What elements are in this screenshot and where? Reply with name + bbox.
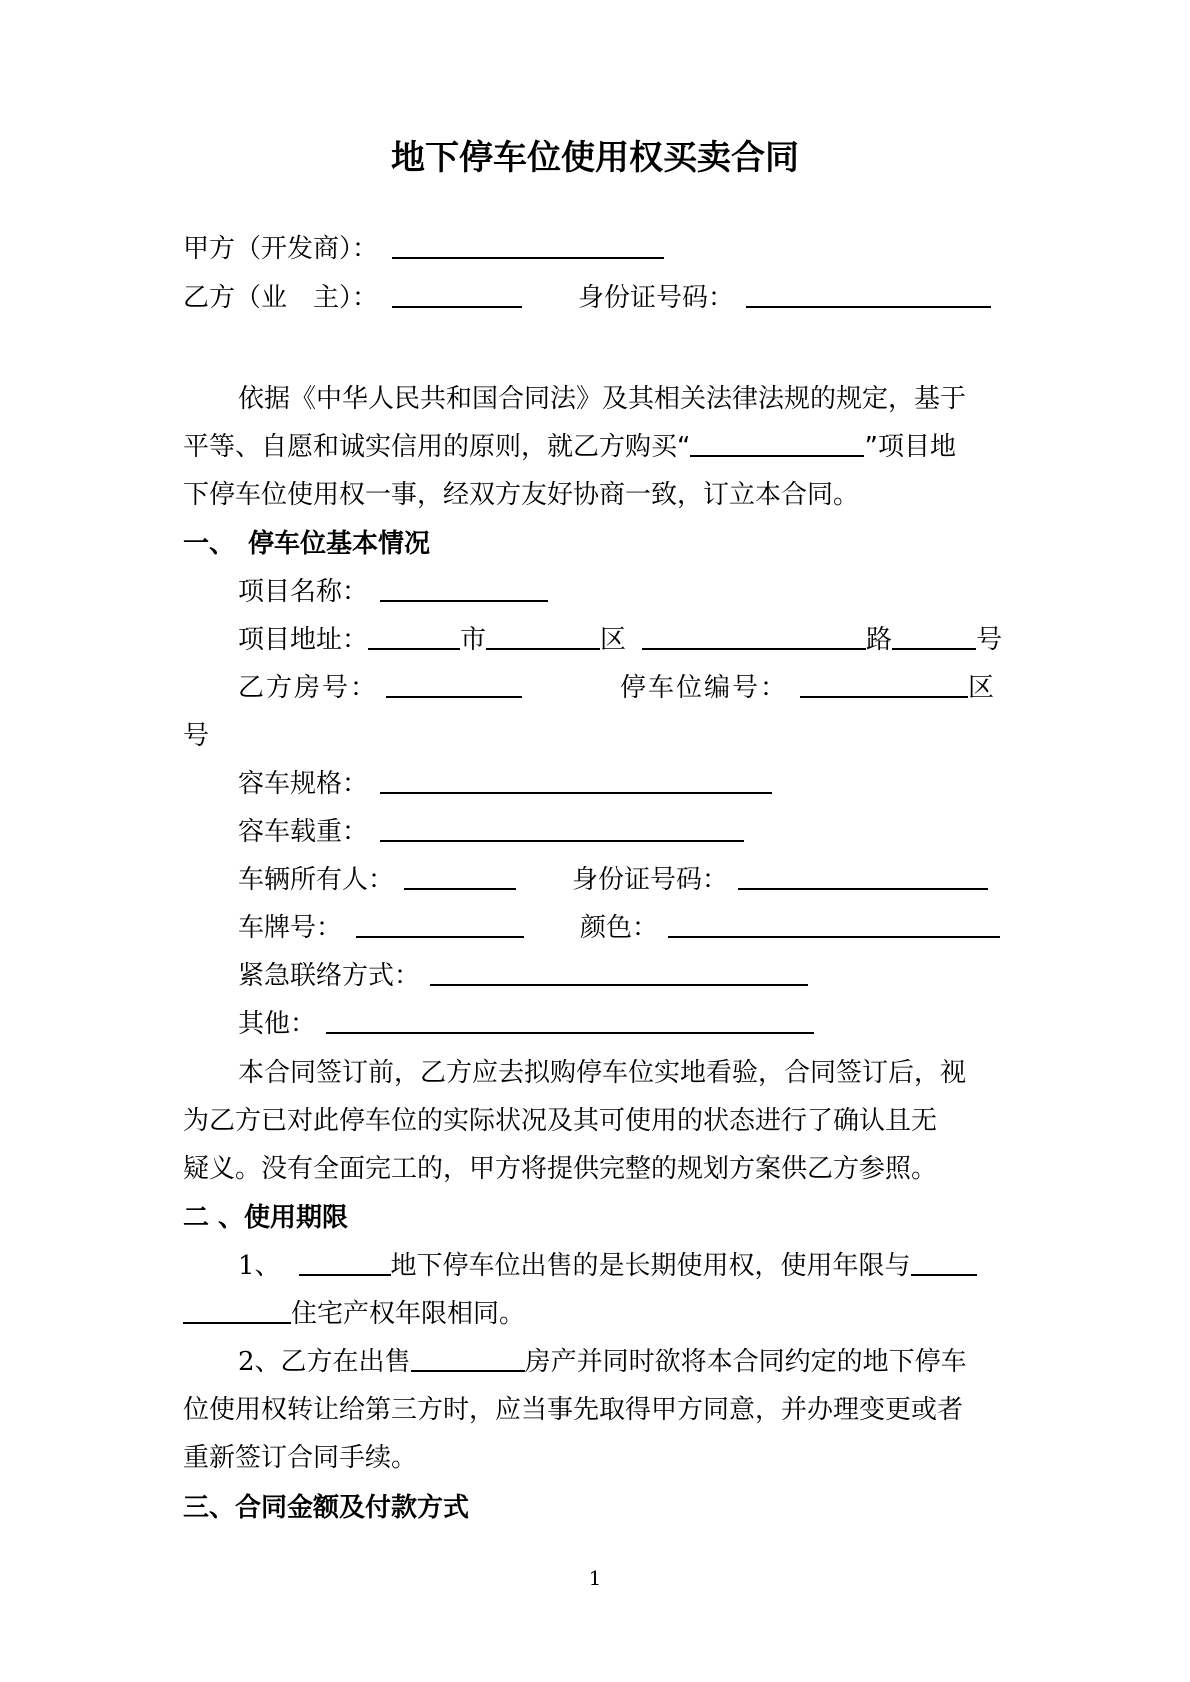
vehicle-load-blank[interactable]	[380, 816, 744, 842]
item-1-text: 地下停车位出售的是长期使用权，使用年限与	[390, 1251, 911, 1281]
address-city-blank[interactable]	[368, 624, 460, 650]
item-2-blank[interactable]	[411, 1346, 525, 1372]
project-address-row	[238, 623, 1002, 657]
address-district-unit: 区	[600, 625, 627, 655]
project-name-label: 项目名称：	[238, 577, 369, 607]
vehicle-owner-blank[interactable]	[404, 864, 516, 890]
vehicle-size-blank[interactable]	[380, 768, 772, 794]
party-a-label: 甲方（开发商）：	[183, 234, 379, 264]
parking-number-blank[interactable]	[800, 672, 968, 698]
item-1-line-2-text: 住宅产权年限相同。	[291, 1299, 526, 1329]
intro-line-1: 依据《中华人民共和国合同法》及其相关法律法规的规定，基于	[238, 384, 967, 414]
item-1-line-2-blank[interactable]	[183, 1298, 291, 1324]
parking-number-wrap: 号	[183, 721, 210, 751]
vehicle-load-label: 容车载重：	[238, 817, 369, 847]
section-2-item-1-line-2	[183, 1297, 525, 1331]
address-road-unit: 路	[866, 625, 893, 655]
parking-zone-unit: 区	[968, 673, 997, 703]
section-2-item-2	[238, 1345, 967, 1379]
plate-blank[interactable]	[356, 912, 524, 938]
section-3-heading: 三、合同金额及付款方式	[183, 1493, 470, 1523]
parking-number-label: 停车位编号：	[620, 673, 789, 703]
item-1-tail-blank[interactable]	[911, 1250, 977, 1276]
section-1-para-line-2: 为乙方已对此停车位的实际状况及其可使用的状态进行了确认且无	[183, 1106, 938, 1136]
other-blank[interactable]	[326, 1008, 814, 1034]
section-2-item-2-line-2: 位使用权转让给第三方时，应当事先取得甲方同意，并办理变更或者	[183, 1395, 964, 1425]
room-parking-row	[238, 671, 996, 705]
owner-id-label: 身份证号码：	[572, 865, 729, 895]
address-road-blank[interactable]	[642, 624, 866, 650]
party-b-blank[interactable]	[392, 282, 522, 308]
project-name-field[interactable]	[380, 576, 548, 602]
color-label: 颜色：	[580, 913, 659, 943]
room-label: 乙方房号：	[238, 673, 379, 703]
section-1-para-line-3: 疑义。没有全面完工的，甲方将提供完整的规划方案供乙方参照。	[183, 1154, 938, 1184]
intro-line-2	[183, 430, 956, 464]
section-2-heading: 二 、使用期限	[183, 1203, 349, 1233]
emergency-contact-blank[interactable]	[430, 960, 808, 986]
emergency-contact-label: 紧急联络方式：	[238, 961, 421, 991]
section-1-para-line-1: 本合同签订前，乙方应去拟购停车位实地看验，合同签订后，视	[238, 1058, 967, 1088]
vehicle-size-label: 容车规格：	[238, 769, 369, 799]
party-b-label: 乙方（业 主）：	[183, 283, 379, 313]
address-label: 项目地址：	[238, 625, 369, 655]
party-b-id-blank[interactable]	[746, 282, 991, 308]
room-blank[interactable]	[386, 672, 522, 698]
section-2-item-2-line-3: 重新签订合同手续。	[183, 1443, 418, 1473]
address-district-blank[interactable]	[486, 624, 600, 650]
section-1-heading: 一、 停车位基本情况	[183, 529, 431, 559]
address-city-unit: 市	[460, 625, 487, 655]
item-1-blank[interactable]	[299, 1250, 391, 1276]
project-name-row	[238, 575, 548, 609]
owner-id-blank[interactable]	[738, 864, 988, 890]
page-number: 1	[588, 1566, 602, 1590]
party-b-row	[183, 281, 991, 315]
item-2-tail: 房产并同时欲将本合同约定的地下停车	[524, 1347, 967, 1377]
vehicle-owner-label: 车辆所有人：	[238, 865, 395, 895]
color-blank[interactable]	[668, 912, 1000, 938]
address-number-unit: 号	[976, 625, 1003, 655]
plate-color-row	[238, 911, 1000, 945]
vehicle-load-row	[238, 815, 744, 849]
plate-label: 车牌号：	[238, 913, 343, 943]
party-b-id-label: 身份证号码：	[578, 283, 735, 313]
vehicle-size-row	[238, 767, 772, 801]
party-a-row	[183, 232, 664, 266]
document-title: 地下停车位使用权买卖合同	[391, 138, 799, 178]
other-row	[238, 1007, 814, 1041]
emergency-contact-row	[238, 959, 808, 993]
intro-line-2-tail: ”项目地	[864, 432, 956, 462]
item-2-number: 2	[238, 1347, 255, 1377]
intro-line-2-text: 平等、自愿和诚实信用的原则，就乙方购买“	[183, 432, 691, 462]
section-2-item-1	[238, 1249, 977, 1283]
other-label: 其他：	[238, 1009, 317, 1039]
party-a-blank[interactable]	[392, 233, 664, 259]
project-name-blank[interactable]	[690, 431, 864, 457]
address-number-blank[interactable]	[892, 624, 976, 650]
intro-line-3: 下停车位使用权一事，经双方友好协商一致，订立本合同。	[183, 480, 860, 510]
item-2-text: 、乙方在出售	[254, 1347, 411, 1377]
vehicle-owner-row	[238, 863, 988, 897]
item-1-number: 1、	[238, 1251, 281, 1281]
